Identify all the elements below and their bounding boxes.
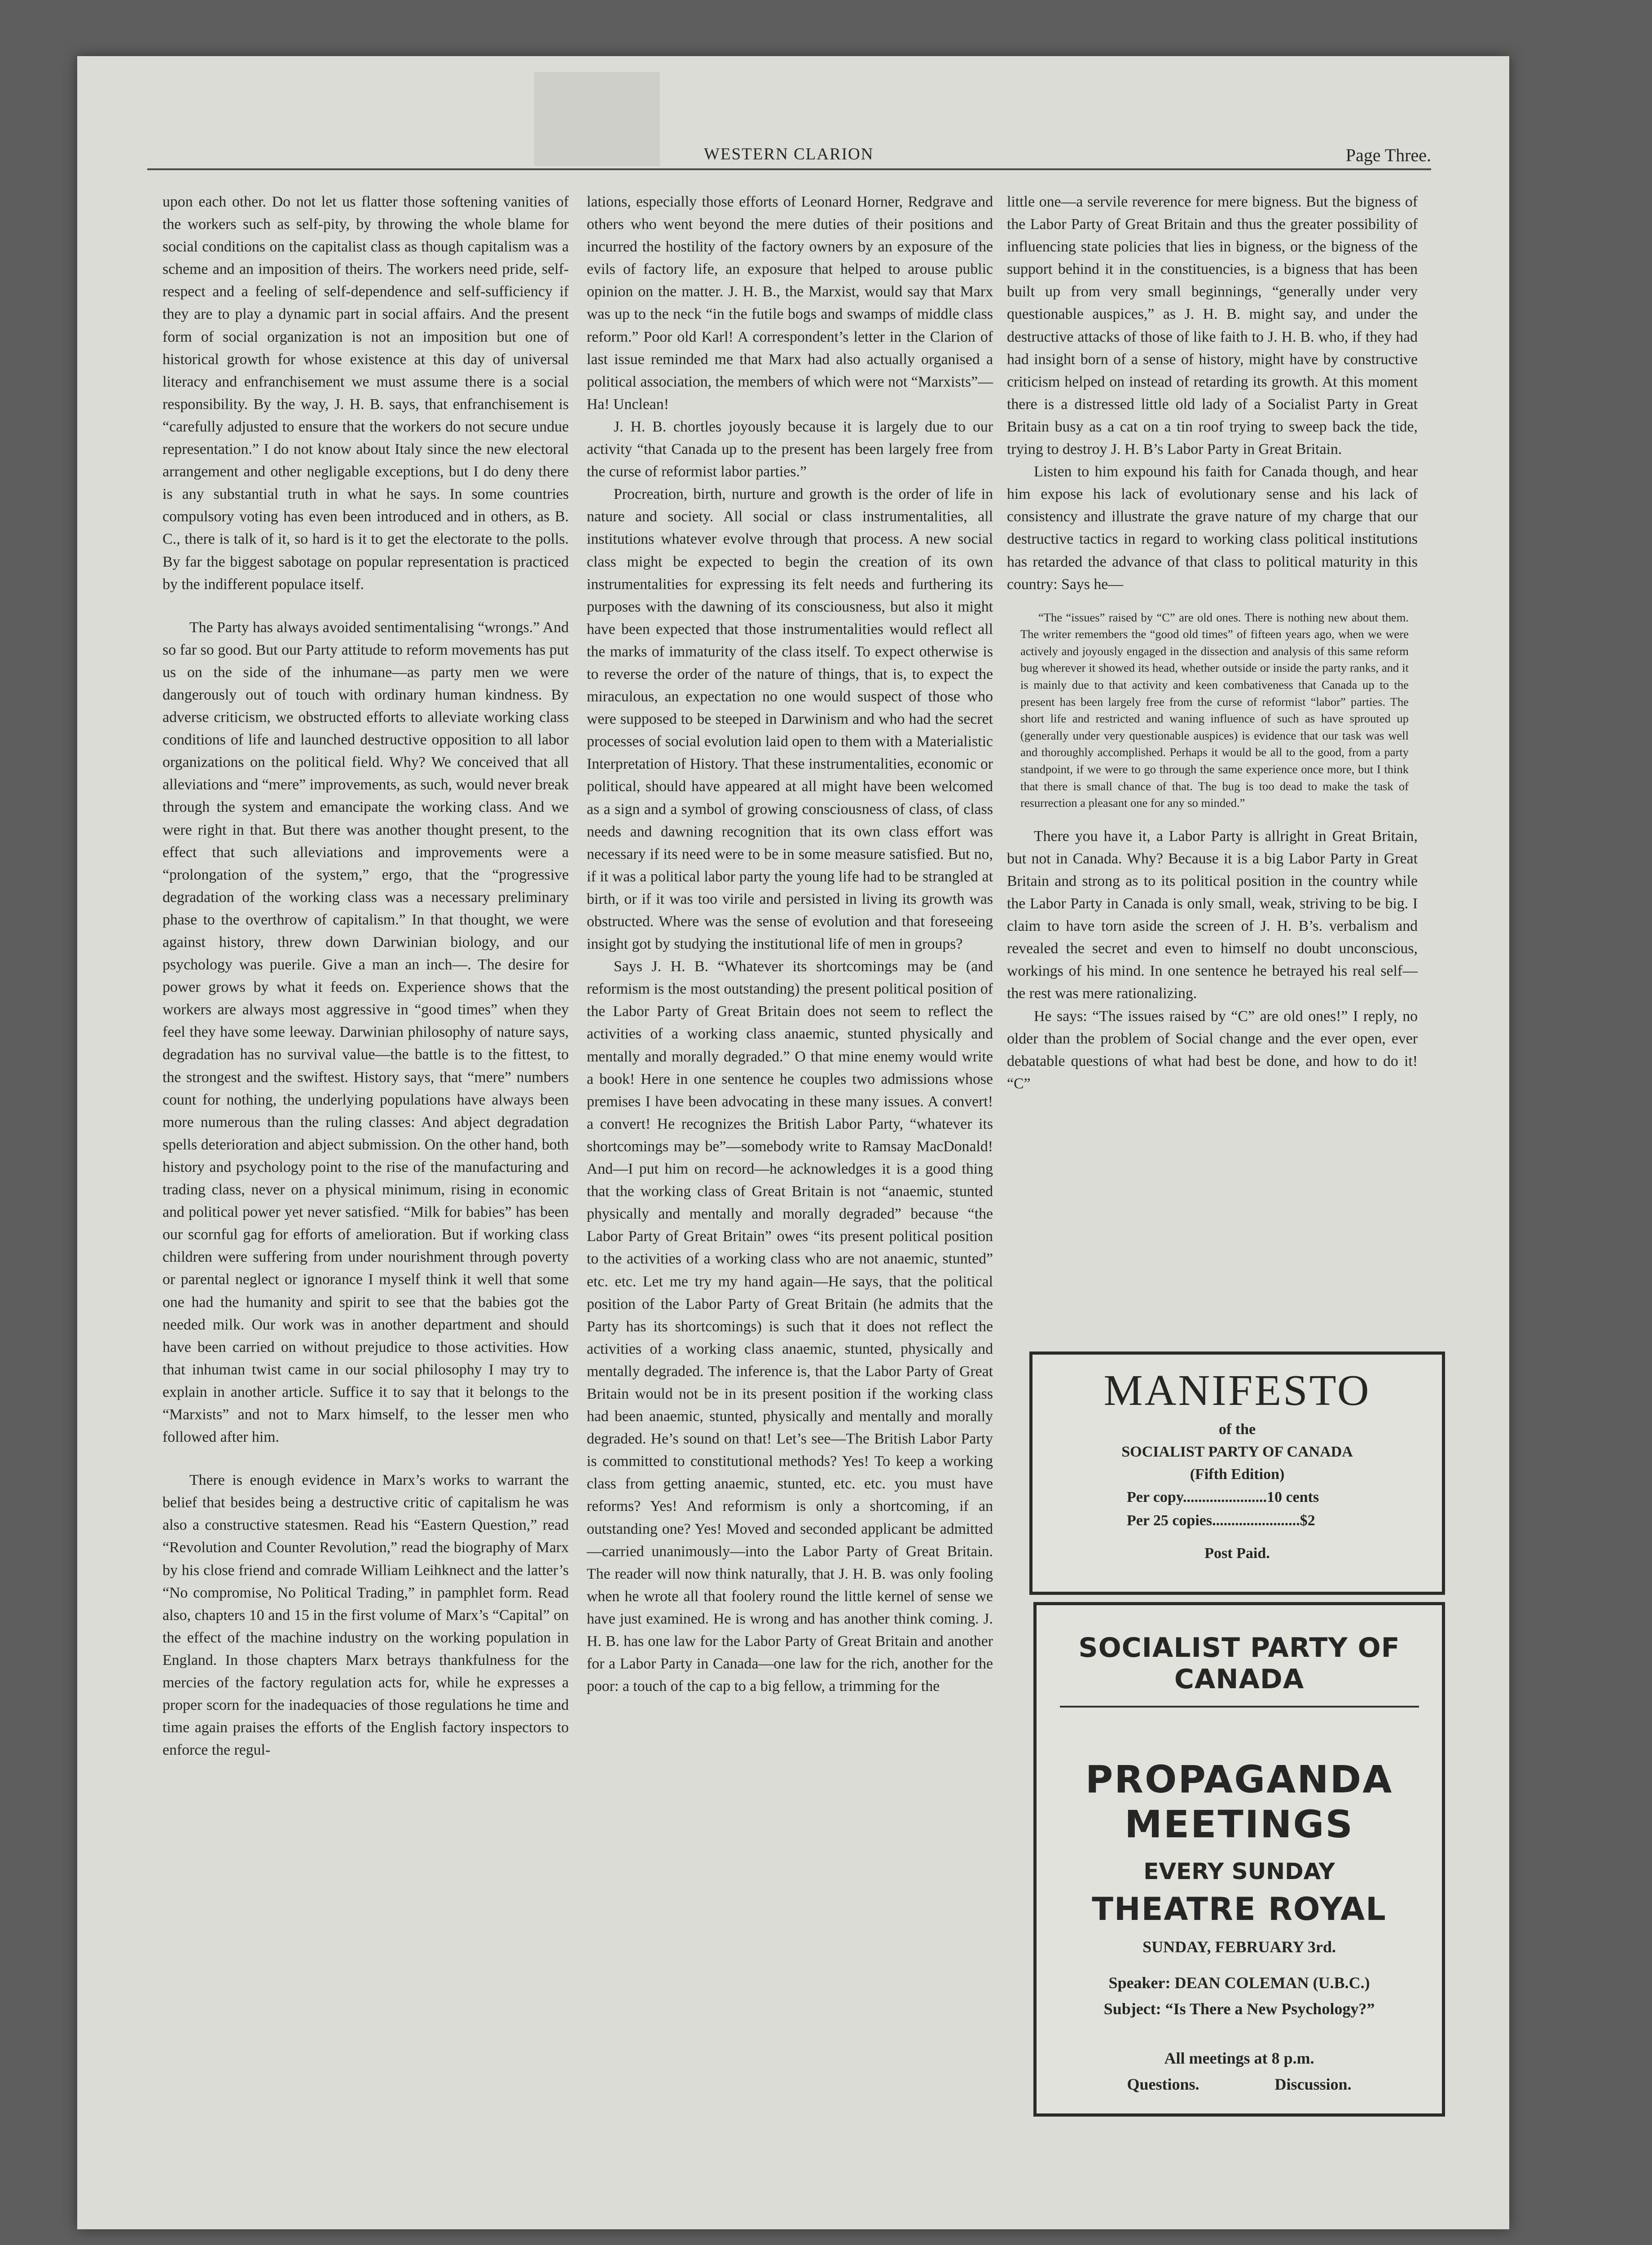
publication-name: WESTERN CLARION [704,145,874,163]
divider [1060,1706,1419,1708]
quote-text: “The “issues” raised by “C” are old ones. There is nothing new about them. The writer remembers the “good old times” of fifteen years ago, when we were actively and joyously engaged in the dissection and analysis of this same reform bug wherever it showed its head, whether outside or inside the party ranks, and it is mainly due to that activity and keen combativeness that Canada up to the present has been largely free from the curse of reformist “labor” parties. The short life and restricted and waning influence of such as have sprouted up (generally under very questionable auspices) is evidence that our task was well and thoroughly accomplished. Perhaps it would be all to the good, from a party standpoint, if we were to go through the same experience once more, but I think that there is small chance of that. The bug is too dead to make the task of resurrection a pleasant one for any so minded.” [1020,610,1409,810]
meetings-advertisement [1033,1602,1445,2117]
column-2 [587,191,993,1698]
paragraph: There you have it, a Labor Party is allright in Great Britain, but not in Canada. Why? Because it is a big Labor Party in Great Britain and strong as to its political position in the country while the Labor Party in Canada is only small, weak, striving to be big. I claim to have torn aside the screen of J. H. B’s. verbalism and revealed the secret and even to himself no doubt unconscious, workings of his mind. In one sentence he betrayed his real self—the rest was mere rationalizing. [1007,828,1418,1002]
paragraph: He says: “The issues raised by “C” are old ones!” I reply, no older than the problem of Social change and the ever open, ever debatable questions of what had best be done, and how to do it! “C” [1007,1008,1418,1092]
questions-discussion [1037,2071,1442,2097]
party-heading: SOCIALIST PARTY OF CANADA [1078,1632,1400,1695]
meeting-date: SUNDAY, FEBRUARY 3rd. [1142,1938,1336,1956]
paragraph: Listen to him expound his faith for Canada though, and hear him expose his lack of evolutionary sense and his lack of consistency and illustrate the grave nature of my charge that our destructive tactics in regard to working class political institutions has retarded the advance of that class to political maturity in this country: Says he— [1007,463,1418,593]
paragraph: upon each other. Do not let us flatter those softening vanities of the workers such as self-pity, by throwing the whole blame for social conditions on the capitalist class as though capitalism was a scheme and an imposition of theirs. The workers need pride, self-respect and a feeling of self-dependence and self-sufficiency if they are to play a dynamic part in social affairs. And the present form of social organization is not an imposition but one of historical growth for whose existence at this day of universal literacy and enfranchisement we must assume there is a social responsibility. By the way, J. H. B. says, that enfranchisement is “carefully adjusted to ensure that the workers do not secure undue representation.” I do not know about Italy since the new electoral arrangement and other negligable exceptions, but I do deny there is any substantial truth in what he says. In some countries compulsory voting has even been introduced and in others, as B. C., there is talk of it, so hard is it to get the electorate to the polls. By far the biggest sabotage on popular representation is practiced by the indifferent populace itself. [163,194,569,593]
venue: THEATRE ROYAL [1092,1891,1387,1928]
price-per-25: Per 25 copies.......................$2 [1127,1512,1315,1529]
propaganda-heading: PROPAGANDA [1085,1757,1393,1801]
paragraph: Says J. H. B. “Whatever its shortcomings may be (and reformism is the most outstanding) the present political position of the Labor Party of Great Britain does not seem to reflect the activities of a working class anaemic, stunted physically and mentally and morally degraded.” O that mine enemy would write a book! Here in one sentence he couples two admissions whose premises I have been advocating in these many issues. A convert! a convert! He recognizes the British Labor Party, “whatever its shortcomings may be”—somebody write to Ramsay MacDonald! And—I put him on record—he acknowledges it is a good thing that the working class of Great Britain is not “anaemic, stunted physically and mentally and morally degraded” because “the Labor Party of Great Britain” owes “its present political position to the activities of a working class who are not anaemic, stunted” etc. etc. Let me try my hand again—He says, that the political position of the Labor Party of Great Britain (he admits that the Party has its shortcomings) is such that it does not reflect the activities of a working class anaemic, stunted, physically and mentally degraded. The inference is, that the Labor Party of Great Britain would not be in its present position if the working class had been anaemic, stunted, physically and mentally and morally degraded. He’s sound on that! Let’s see—The British Labor Party is committed to constitutional methods? Yes! To keep a working class from getting anaemic, stunted, etc. etc. you must have reforms? Yes! And reformism is only a shortcoming, if an outstanding one? Yes! Moved and seconded applicant be admitted—carried unanimously—into the Labor Party of Great Britain. The reader will now think naturally, that J. H. B. was only fooling when he wrote all that foolery round the little kernel of sense we have just examined. He is wrong and has another think coming. J. H. B. has one law for the Labor Party of Great Britain and another for a Labor Party in Canada—one law for the rich, another for the poor: a touch of the cap to a big fellow, a trimming for the [587,958,993,1695]
paragraph: Procreation, birth, nurture and growth is the order of life in nature and society. All social or class instrumentalities, all institutions whatever evolve through that process. A new social class might be expected to begin the creation of its own instrumentalities for expressing its felt needs and furthering its purposes with the dawning of its consciousness, but also it might have been expected that those instrumentalities would reflect all the marks of immaturity of the class itself. To expect otherwise is to reverse the order of the nature of things, that is, to expect the miraculous, an expectation no one would suspect of those who were supposed to be steeped in Darwinism and who had the secret processes of social evolution laid open to them with a Materialistic Interpretation of History. That these instrumentalities, economic or political, should have appeared at all might have been welcomed as a sign and a symbol of growing consciousness of class, of class needs and dawning recognition that its own class effort was necessary if its need were to be in some measure satisfied. But no, if it was a political labor party the young life had to be strangled at birth, or if it was too virile and persisted in living its growth was obstructed. Where was the sense of evolution and that foreseeing insight got by studying the institutional life of men in groups? [587,486,993,953]
meeting-time: All meetings at 8 p.m. [1164,2049,1314,2067]
post-paid: Post Paid. [1204,1545,1270,1562]
block-quote [1020,609,1409,812]
questions-label: Questions. [1127,2075,1199,2093]
subject: Subject: “Is There a New Psychology?” [1103,2000,1375,2018]
of-the: of the [1218,1421,1256,1438]
paragraph: J. H. B. chortles joyously because it is largely due to our activity “that Canada up to the present has been largely free from the curse of reformist labor parties.” [587,418,993,480]
column-1 [163,191,569,1761]
edition: (Fifth Edition) [1190,1466,1285,1483]
column-3 [1007,191,1418,1095]
header-rule [147,168,1431,170]
running-head [147,145,1431,172]
every-sunday: EVERY SUNDAY [1143,1858,1335,1884]
paragraph: lations, especially those efforts of Leonard Horner, Redgrave and others who went beyond the mere duties of their positions and incurred the hostility of the factory owners by an exposure of the evils of factory life, an exposure that helped to arouse public opinion on the matter. J. H. B., the Marxist, would say that Marx was up to the neck “in the futile bogs and swamps of middle class reform.” Poor old Karl! A correspondent’s letter in the Clarion of last issue reminded me that Marx had also actually organised a political association, the members of which were not “Marxists”—Ha! Unclean! [587,194,993,413]
paragraph: There is enough evidence in Marx’s works to warrant the belief that besides being a destructive critic of capitalism he was also a constructive statesmen. Read his “Eastern Question,” read “Revolution and Counter Revolution,” read the biography of Marx by his close friend and comrade William Leihknect and the latter’s “No compromise, No Political Trading,” in pamphlet form. Read also, chapters 10 and 15 in the first volume of Marx’s “Capital” on the effect of the machine industry on the working population in England. In those chapters Marx betrays thankfulness for the mercies of the factory regulation acts for, while he expresses a proper scorn for the inadequacies of those regulations he time and time again praises the efforts of the English factory inspectors to enforce the regul- [163,1472,569,1759]
paragraph: little one—a servile reverence for mere bigness. But the bigness of the Labor Party of Great Britain and thus the greater possibility of influencing state policies that lies in bigness, or the bigness of the support behind it in the constituencies, is a bigness that has been built up from very small beginnings, “generally under very questionable auspices,” as J. H. B. might say, and under the destructive attacks of those of like faith to J. H. B. who, if they had had insight born of a sense of history, might have by constructive criticism helped on instead of retarding its growth. At this moment there is a distressed little old lady of a Socialist Party in Great Britain busy as a cat on a tin roof trying to sweep back the tide, trying to destroy J. H. B’s Labor Party in Great Britain. [1007,194,1418,458]
page-number: Page Three. [1345,145,1431,165]
meetings-heading: MEETINGS [1125,1802,1354,1846]
party-name: SOCIALIST PARTY OF CANADA [1121,1444,1353,1460]
paragraph: The Party has always avoided sentimentalising “wrongs.” And so far so good. But our Party attitude to reform movements has put us on the side of the inhumane—as party men we were dangerously out of touch with ordinary human kindness. By adverse criticism, we obstructed efforts to alleviate working class conditions of life and launched destructive opposition to all labor organizations on the political field. Why? We conceived that all alleviations and “mere” improvements, as such, would never break through the system and emancipate the working class. And we were right in that. But there was another thought present, to the effect that such alleviations and improvements were a “prolongation of the system,” ergo, that the “progressive degradation of the working class was a necessary preliminary phase to the overthrow of capitalism.” In that thought, we were against history, threw down Darwinian biology, and our psychology was puerile. Give a man an inch—. The desire for power grows by what it feeds on. Experience shows that the workers are always most aggressive in “good times” when they feel they have some leeway. Darwinian philosophy of nature says, degradation has no survival value—the battle is to the fittest, to the strongest and the swiftest. History says, that “mere” numbers count for nothing, the underlying populations have always been more numerous than the ruling classes: And abject degradation spells deterioration and abject submission. On the other hand, both history and psychology point to the rise of the manufacturing and trading class, never on a physical minimum, rising in economic and political power yet never satisfied. “Milk for babies” has been our scornful gag for efforts of amelioration. But if working class children were suffering from under nourishment through poverty or parental neglect or ignorance I myself think it well that some one had the humanity and spirit to see that the babies got the needed milk. Our work was in another department and should have been carried on without prejudice to those activities. How that inhuman twist came in our social philosophy I may try to explain in another article. Suffice it to say that it belongs to the “Marxists” and not to Marx himself, to the lesser men who followed after him. [163,619,569,1446]
price-per-copy: Per copy......................10 cents [1127,1489,1319,1505]
manifesto-title: MANIFESTO [1103,1366,1371,1415]
discussion-label: Discussion. [1274,2075,1352,2093]
speaker: Speaker: DEAN COLEMAN (U.B.C.) [1108,1974,1370,1992]
manifesto-advertisement [1029,1351,1445,1595]
